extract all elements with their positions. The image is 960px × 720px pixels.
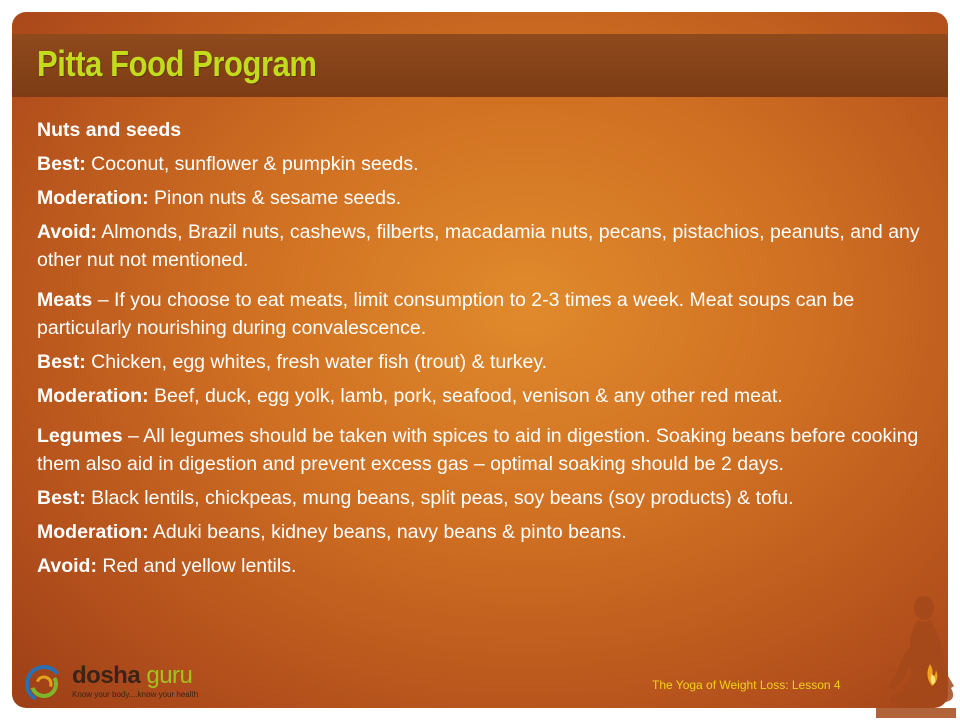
nuts-heading: Nuts and seeds	[37, 119, 182, 141]
avoid-label: Avoid:	[37, 221, 97, 243]
slide-content	[37, 116, 927, 586]
title-bar	[12, 34, 948, 97]
avoid-label: Avoid:	[37, 555, 97, 577]
meats-intro: Meats – If you choose to eat meats, limit consumption to 2-3 times a week. Meat soups can be particularly nourishing during convalescence.	[37, 289, 855, 339]
meats-moderation: Moderation: Beef, duck, egg yolk, lamb, pork, seafood, venison & any other red meat.	[37, 385, 783, 407]
swirl-logo-icon	[22, 662, 66, 706]
logo-tagline: Know your body....know your health	[72, 690, 199, 699]
meats-heading: Meats	[37, 289, 93, 311]
best-label: Best:	[37, 153, 86, 175]
nuts-avoid: Avoid: Almonds, Brazil nuts, cashews, filberts, macadamia nuts, pecans, pistachios, peanuts, and any other nut not mentioned.	[37, 221, 920, 271]
moderation-label: Moderation:	[37, 187, 149, 209]
best-label: Best:	[37, 351, 86, 373]
footer-lesson-label: The Yoga of Weight Loss: Lesson 4	[652, 678, 841, 692]
moderation-label: Moderation:	[37, 521, 149, 543]
legumes-avoid: Avoid: Red and yellow lentils.	[37, 555, 297, 577]
legumes-heading: Legumes	[37, 425, 123, 447]
slide-title: Pitta Food Program	[37, 43, 317, 84]
slide	[12, 12, 948, 708]
dosha-guru-logo	[22, 662, 222, 702]
nuts-best: Best: Coconut, sunflower & pumpkin seeds.	[37, 153, 419, 175]
legumes-intro: Legumes – All legumes should be taken with spices to aid in digestion. Soaking beans before cooking them also aid in digestion and prevent excess gas – optimal soaking should be 2 days.	[37, 425, 919, 475]
legumes-best: Best: Black lentils, chickpeas, mung beans, split peas, soy beans (soy products) & tofu.	[37, 487, 794, 509]
logo-wordmark: dosha guru	[72, 662, 193, 689]
moderation-label: Moderation:	[37, 385, 149, 407]
meats-best: Best: Chicken, egg whites, fresh water fish (trout) & turkey.	[37, 351, 548, 373]
legumes-moderation: Moderation: Aduki beans, kidney beans, navy beans & pinto beans.	[37, 521, 627, 543]
nuts-moderation: Moderation: Pinon nuts & sesame seeds.	[37, 187, 402, 209]
meditation-figure-icon	[866, 590, 956, 718]
best-label: Best:	[37, 487, 86, 509]
